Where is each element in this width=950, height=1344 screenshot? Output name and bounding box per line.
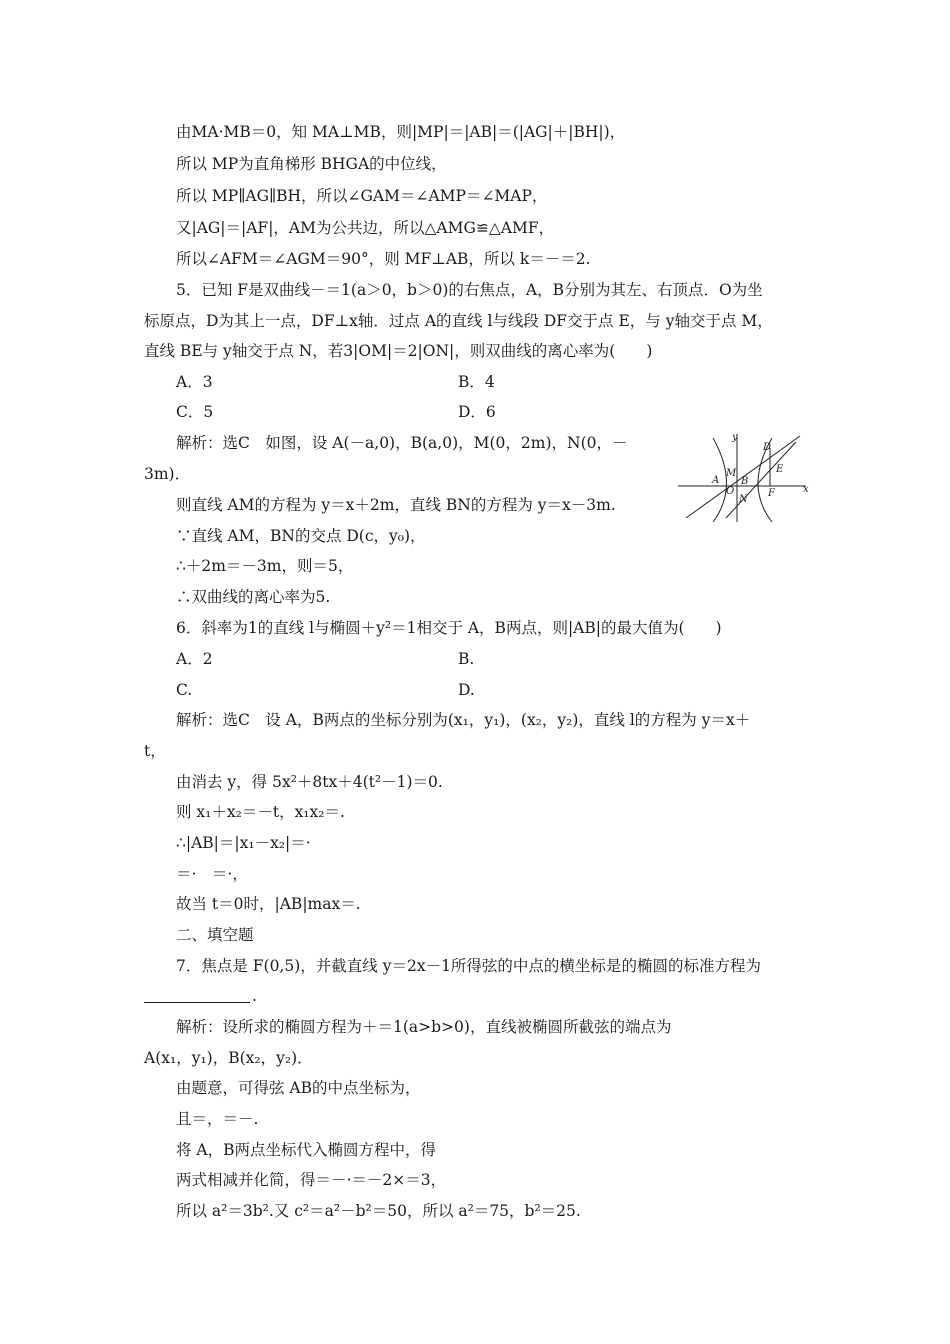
q7-solution-line: 两式相减并化简，得＝－·＝－2×＝3， [176,1171,447,1189]
text-line: 又|AG|＝|AF|，AM为公共边，所以△AMG≌△AMF， [176,219,555,237]
question-5-stem: 标原点，D为其上一点，DF⊥x轴．过点 A的直线 l与线段 DF交于点 E，与 y轴交于点 M， [144,312,773,330]
q5-solution-line: ∴双曲线的离心率为5. [176,588,331,606]
q6-solution-line: 由消去 y，得 5x²＋8tx＋4(t²－1)＝0. [176,773,443,791]
q6-option-d: D. [458,681,475,699]
answer-blank [144,1002,250,1003]
q6-option-c: C. [176,681,193,699]
q6-solution-line: ∴|AB|＝|x₁－x₂|＝· [176,834,311,852]
label-o: O [726,486,735,497]
question-7-blank-line [144,986,257,1006]
text-line: 由MA·MB＝0，知 MA⊥MB，则|MP|＝|AB|＝(|AG|＋|BH|)， [176,123,626,141]
q5-option-a: A．3 [176,373,213,391]
label-n: N [739,494,748,505]
blank-period: . [252,987,257,1005]
label-a: A [712,475,720,486]
q7-solution-line: 由题意，可得弦 AB的中点坐标为， [176,1079,421,1097]
q7-solution-line: 所以 a²＝3b².又 c²＝a²－b²＝50，所以 a²＝75，b²＝25. [176,1202,581,1220]
q5-option-c: C．5 [176,403,214,421]
q7-solution-line: 且＝，＝－. [176,1110,259,1128]
q6-option-b: B. [458,650,475,668]
question-5-stem: 直线 BE与 y轴交于点 N，若3|OM|＝2|ON|，则双曲线的离心率为( ) [144,342,653,360]
q5-solution-line: 则直线 AM的方程为 y＝x＋2m，直线 BN的方程为 y＝x－3m. [176,496,616,514]
hyperbola-figure [678,432,810,524]
q5-option-b: B．4 [458,373,495,391]
text-line: 所以∠AFM＝∠AGM＝90°，则 MF⊥AB，所以 k＝－＝2. [176,250,591,268]
q6-solution-line: 故当 t＝0时，|AB|max＝. [176,895,361,913]
q6-solution-line: t， [144,742,166,760]
label-d: D [763,442,772,453]
q6-solution-line: ＝· ＝·， [176,865,248,883]
q6-solution-line: 解析：选C 设 A，B两点的坐标分别为(x₁，y₁)，(x₂，y₂)，直线 l的方程为 y＝x＋ [176,711,751,729]
label-e: E [776,464,784,475]
section-heading: 二、填空题 [176,926,254,944]
text-line: 所以 MP为直角梯形 BHGA的中位线， [176,155,447,173]
q5-solution-line: ∵直线 AM，BN的交点 D(c，y₀)， [176,527,426,545]
question-7-stem: 7．焦点是 F(0,5)，并截直线 y＝2x－1所得弦的中点的横坐标是的椭圆的标准方程为 [176,957,761,975]
label-m: M [726,468,737,479]
q5-solution-line: ∴＋2m＝－3m，则＝5， [176,557,354,575]
question-6-stem: 6．斜率为1的直线 l与椭圆＋y²＝1相交于 A，B两点，则|AB|的最大值为( ) [176,619,722,637]
q7-solution-line: 解析：设所求的椭圆方程为＋＝1(a>b>0)，直线被椭圆所截弦的端点为 [176,1018,672,1036]
q5-solution-line: 3m)． [144,465,191,483]
label-b: B [741,476,749,487]
q7-solution-line: A(x₁，y₁)，B(x₂，y₂)． [144,1049,313,1067]
q7-solution-line: 将 A，B两点坐标代入椭圆方程中，得 [176,1141,437,1159]
q6-solution-line: 则 x₁＋x₂＝－t，x₁x₂＝. [176,803,345,821]
question-5-stem: 5．已知 F是双曲线－＝1(a＞0，b＞0)的右焦点，A，B分别为其左、右顶点．O为坐 [176,281,763,299]
label-f: F [768,488,775,499]
q5-option-d: D．6 [458,403,496,421]
q6-option-a: A．2 [176,650,213,668]
label-x: x [803,484,809,495]
q5-solution-line: 解析：选C 如图，设 A(－a,0)，B(a,0)，M(0，2m)，N(0，－ [176,434,628,452]
text-line: 所以 MP∥AG∥BH，所以∠GAM＝∠AMP＝∠MAP， [176,187,548,205]
label-y: y [732,432,738,443]
